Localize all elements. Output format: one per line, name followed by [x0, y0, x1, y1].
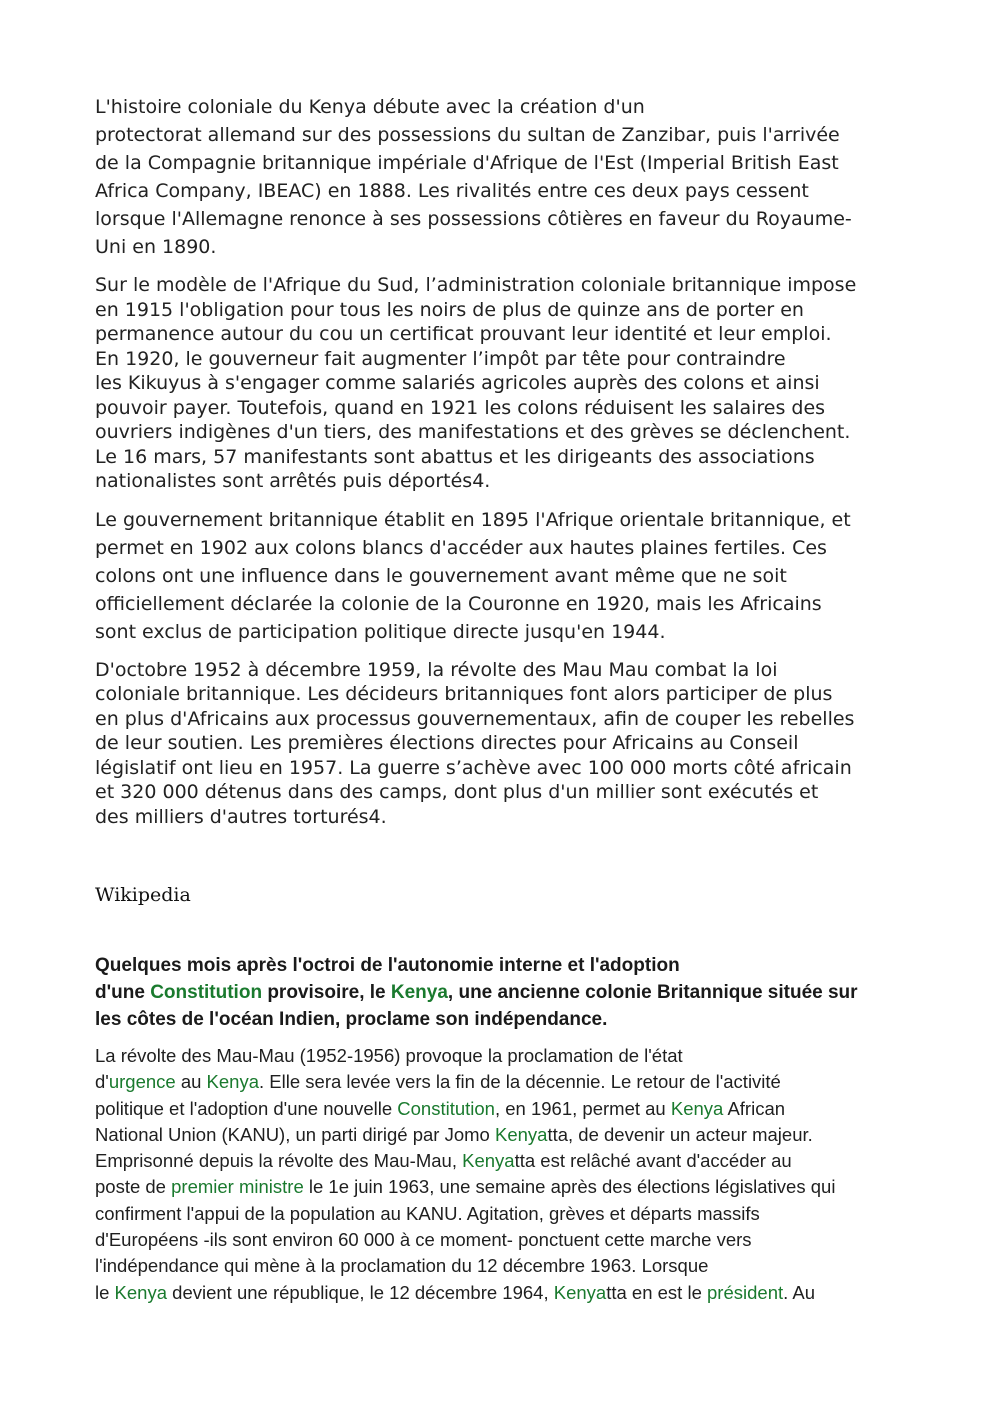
- body-text-run: tta est relâché avant d'accéder au poste de: [95, 1150, 792, 1198]
- link-constitution[interactable]: Constitution: [150, 982, 263, 1003]
- link-constitution[interactable]: Constitution: [397, 1097, 495, 1119]
- link-kenya[interactable]: Kenya: [462, 1150, 515, 1172]
- link-kenya[interactable]: Kenya: [553, 1281, 607, 1303]
- body-text-run: La révolte des Mau-Mau (1952-1956) provoque la proclamation de l'état d': [95, 1045, 683, 1093]
- paragraph-british-government: Le gouvernement britannique établit en 1895 l'Afrique orientale britannique, et permet en 1902 aux colons blancs d'accéder aux hautes plaines fertiles. Ces colons ont une influence dans le gouvernement avant même que ne soit officiellement déclarée la colonie de la Couronne en 1920, mais les Africains sont exclus de participation politique directe jusqu'en 1944.: [95, 508, 851, 643]
- paragraph-colonial-origins: L'histoire coloniale du Kenya débute avec la création d'un protectorat allemand sur des possessions du sultan de Zanzibar, puis l'arrivée de la Compagnie britannique impériale d'Afrique de l'Est (Imperial British East Africa Company, IBEAC) en 1888. Les rivalités entre ces deux pays cessent lorsque l'Allemagne renonce à ses possessions côtières en faveur du Royaume- Uni en 1890.: [95, 96, 852, 258]
- article-body: [95, 1043, 905, 1306]
- lead-text-run: provisoire, le: [262, 982, 391, 1003]
- link-président[interactable]: président: [707, 1281, 784, 1303]
- link-kenya[interactable]: Kenya: [494, 1123, 548, 1145]
- history-text-block: [95, 93, 905, 829]
- link-urgence[interactable]: urgence: [108, 1071, 176, 1093]
- body-text-run: . Au: [783, 1281, 816, 1303]
- lead-text-run: , une ancienne colonie Britannique située sur les côtes de l'océan Indien, proclame son indépendance.: [95, 982, 858, 1030]
- body-text-run: tta en est le: [606, 1281, 708, 1303]
- body-text-run: . Elle sera levée vers la fin de la décennie. Le retour de l'activité politique et l'adoption d'une nouvelle: [95, 1071, 781, 1119]
- link-kenya[interactable]: Kenya: [206, 1071, 260, 1093]
- body-text-run: tta, de devenir un acteur majeur. Emprisonné depuis la révolte des Mau-Mau,: [95, 1123, 813, 1172]
- independence-article: [95, 952, 905, 1306]
- paragraph-mau-mau: D'octobre 1952 à décembre 1959, la révolte des Mau Mau combat la loi coloniale britannique. Les décideurs britanniques font alors participer de plus en plus d'Africains aux processus gouvernementaux, afin de couper les rebelles de leur soutien. Les premières élections directes pour Africains au Conseil législatif ont lieu en 1957. La guerre s’achève avec 100 000 morts côté africain et 320 000 détenus dans des camps, dont plus d'un millier sont exécutés et des milliers d'autres torturés4.: [95, 658, 855, 828]
- body-text-run: African National Union (KANU), un parti dirigé par Jomo: [95, 1097, 786, 1145]
- body-text-run: , en 1961, permet au: [494, 1097, 671, 1119]
- link-premier-ministre[interactable]: premier ministre: [171, 1176, 304, 1198]
- body-text-run: au: [175, 1071, 207, 1093]
- source-label: Wikipedia: [95, 884, 191, 906]
- paragraph-administration: Sur le modèle de l'Afrique du Sud, l’administration coloniale britannique impose en 1915 l'obligation pour tous les noirs de plus de quinze ans de porter en permanence autour du cou un certificat prouvant leur identité et leur emploi. En 1920, le gouverneur fait augmenter l’impôt par tête pour contraindre les Kikuyus à s'engager comme salariés agricoles auprès des colons et ainsi pouvoir payer. Toutefois, quand en 1921 les colons réduisent les salaires des ouvriers indigènes d'un tiers, des manifestations et des grèves se déclenchent. Le 16 mars, 57 manifestants sont abattus et les dirigeants des associations nationalistes sont arrêtés puis déportés4.: [95, 274, 857, 492]
- body-text-run: devient une république, le 12 décembre 1964,: [167, 1281, 554, 1303]
- link-kenya[interactable]: Kenya: [114, 1281, 168, 1303]
- link-kenya[interactable]: Kenya: [670, 1097, 724, 1119]
- article-lead: [95, 952, 905, 1033]
- link-kenya[interactable]: Kenya: [390, 982, 448, 1003]
- body-text-run: le 1e juin 1963, une semaine après des élections législatives qui confirment l'appui de la population au KANU. Agitation, grèves et départs massifs d'Européens -ils sont environ 60 000 à ce moment- ponctuent cette marche vers l'indépendance qui mène à la proclamation du 12 décembre 1963. Lorsque le: [95, 1176, 836, 1303]
- lead-text-run: Quelques mois après l'octroi de l'autonomie interne et l'adoption d'une: [95, 955, 680, 1003]
